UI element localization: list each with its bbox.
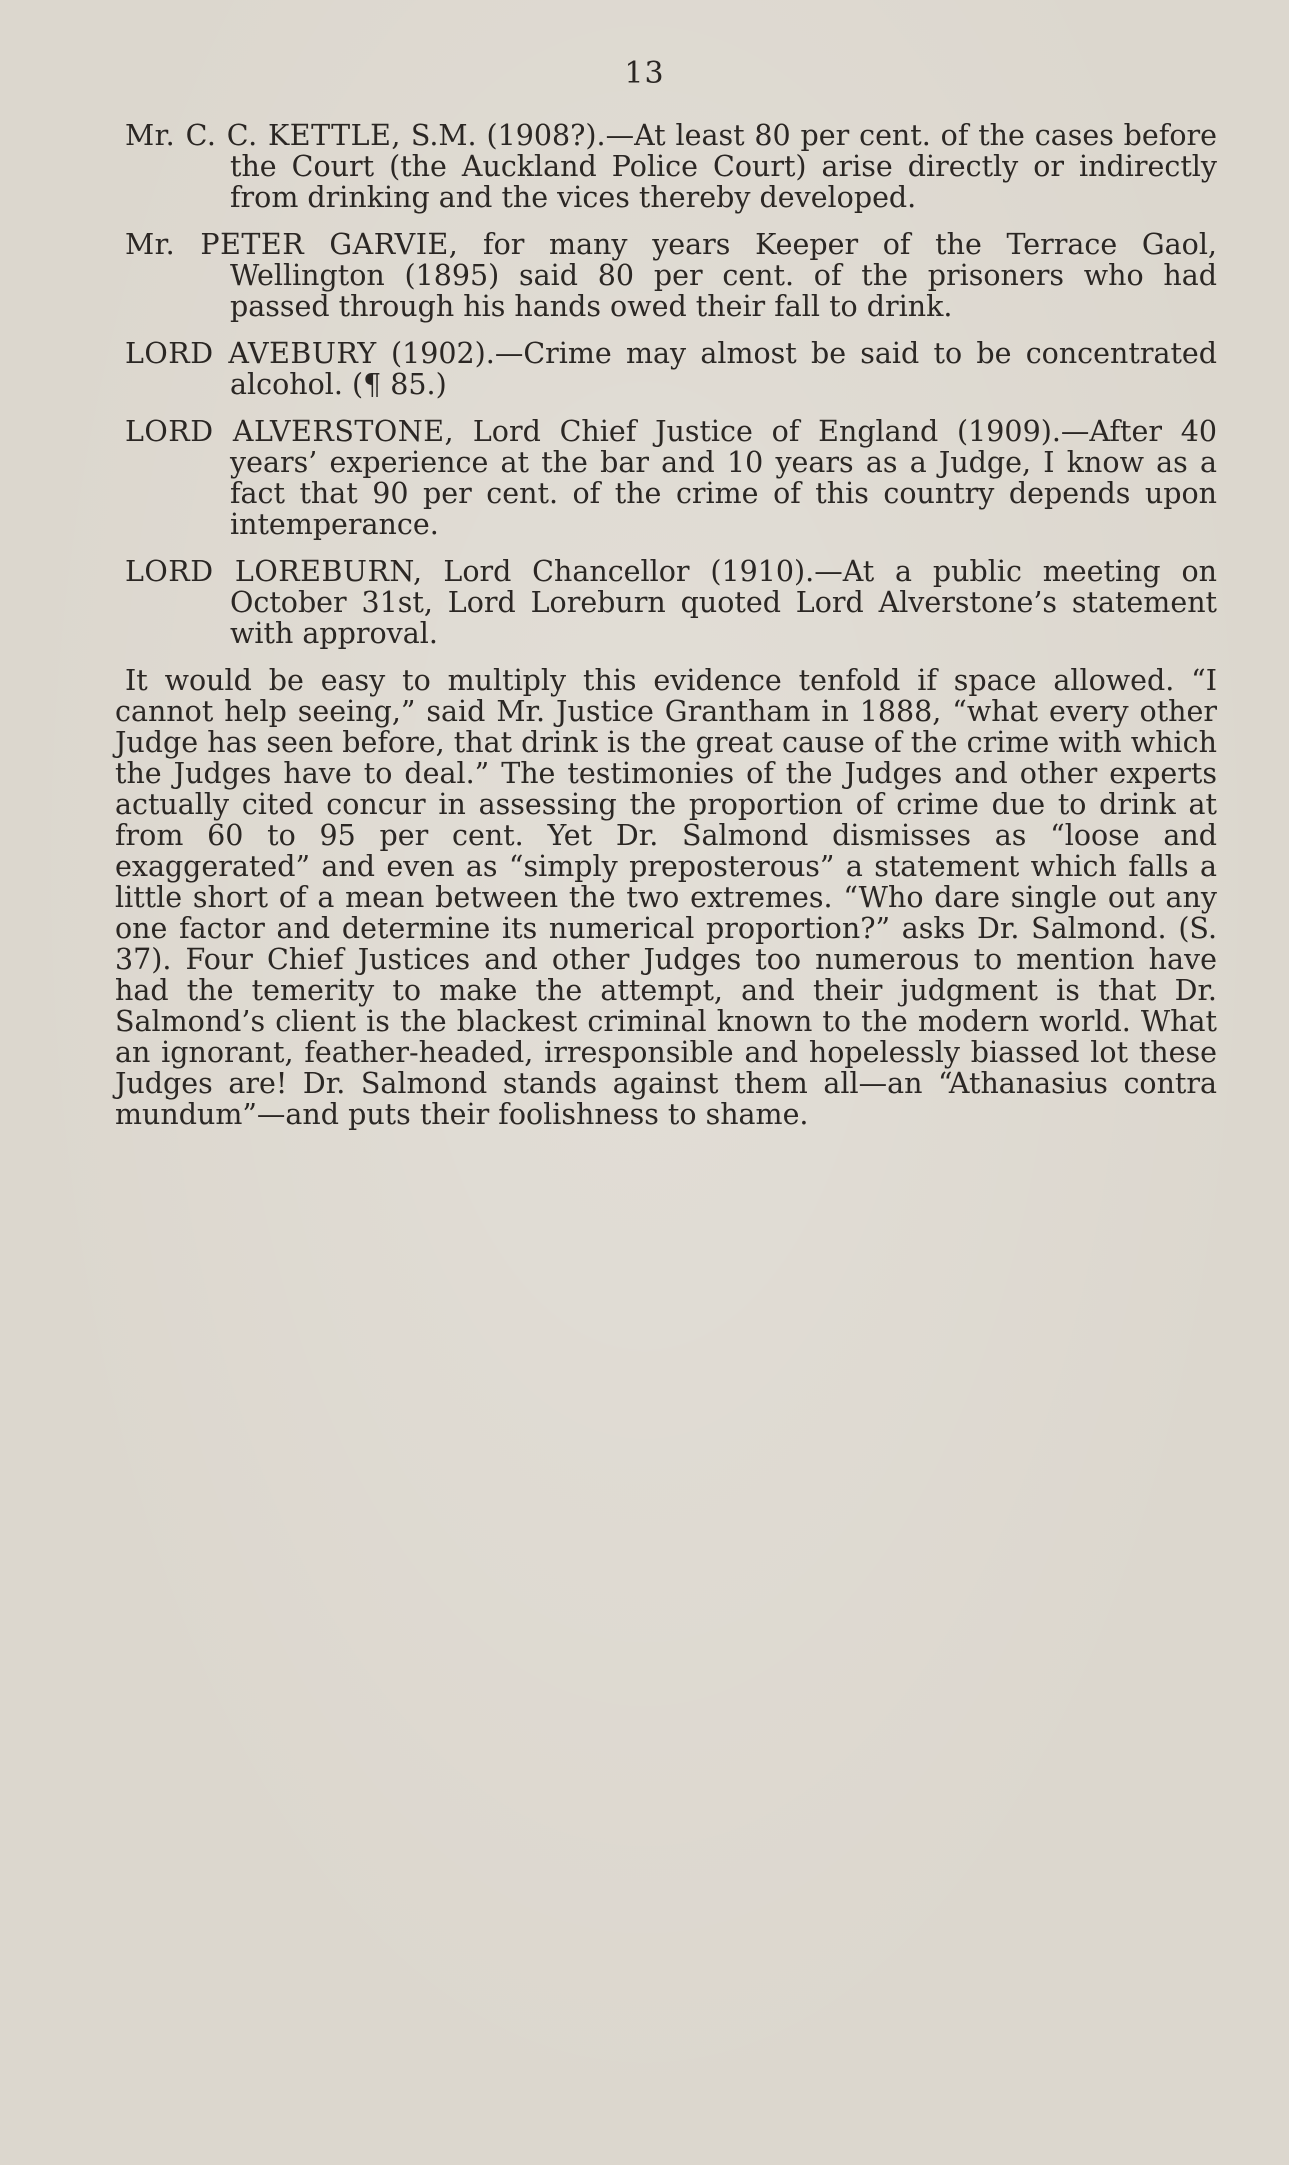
testimony-entry-avebury [125,338,1217,400]
testimony-name: Mr. PETER GARVIE, [125,228,459,261]
testimony-entry-kettle [125,120,1217,213]
testimony-entry-loreburn [125,556,1217,649]
testimony-name: Mr. C. C. KETTLE, [125,119,401,152]
testimony-name: LORD LOREBURN, [125,555,423,588]
testimony-text: Lord Chief Justice of England (1909).—After 40 years’ experience at the bar and 10 years as a Judge, I know as a fact that 90 per cent. of the crime of this country depends upon intemperance. [230,415,1217,541]
testimony-entry-alverstone [125,416,1217,540]
testimony-name: LORD AVEBURY [125,337,377,370]
testimony-name: LORD ALVERSTONE, [125,415,455,448]
testimony-text: for many years Keeper of the Terrace Gaol, Wellington (1895) said 80 per cent. of the prisoners who had passed through his hands owed their fall to drink. [230,228,1217,323]
page-content [115,119,1218,1131]
page-number: 13 [624,56,665,91]
testimony-text: Lord Chancellor (1910).—At a public meeting on October 31st, Lord Loreburn quoted Lord Alverstone’s statement with approval. [230,555,1217,650]
testimony-text: (1902).—Crime may almost be said to be concentrated alcohol. (¶ 85.) [230,337,1218,401]
testimony-text: S.M. (1908?).—At least 80 per cent. of the cases before the Court (the Auckland Police Court) arise directly or indirectly from drinking and the vices thereby developed. [230,119,1217,214]
body-paragraph: It would be easy to multiply this evidence tenfold if space allowed. “I cannot help seeing,” said Mr. Justice Grantham in 1888, “what every other Judge has seen before, that drink is the great cause of the crime with which the Judges have to deal.” The testimonies of the Judges and other experts actually cited concur in assessing the proportion of crime due to drink at from 60 to 95 per cent. Yet Dr. Salmond dismisses as “loose and exaggerated” and even as “simply preposterous” a statement which falls a little short of a mean between the two extremes. “Who dare single out any one factor and determine its numerical proportion?” asks Dr. Salmond. (S. 37). Four Chief Justices and other Judges too numerous to mention have had the temerity to make the attempt, and their judgment is that Dr. Salmond’s client is the blackest criminal known to the modern world. What an ignorant, feather-headed, irresponsible and hopelessly biassed lot these Judges are! Dr. Salmond stands against them all—an “Athanasius contra mundum”—and puts their foolishness to shame. [115,664,1217,1131]
testimony-entry-garvie [125,229,1217,322]
